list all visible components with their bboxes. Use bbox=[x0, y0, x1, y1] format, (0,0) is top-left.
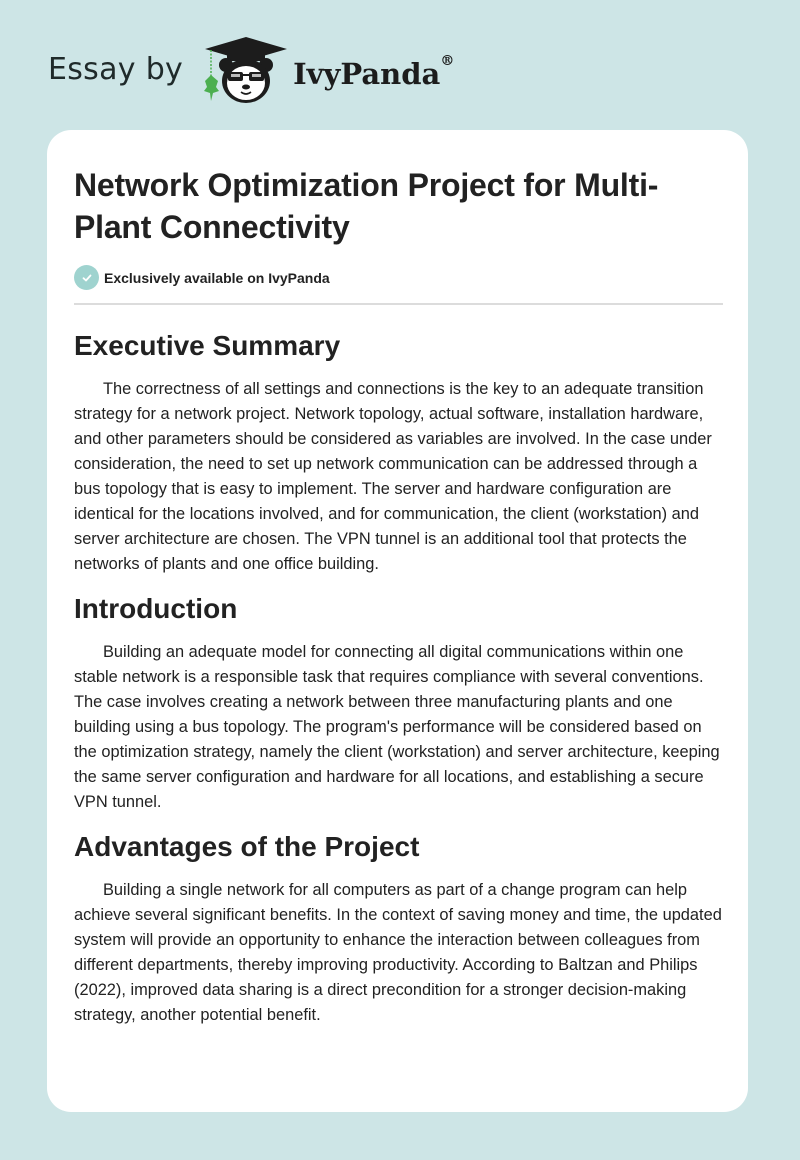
section-heading: Introduction bbox=[74, 593, 238, 624]
section-heading: Executive Summary bbox=[74, 330, 341, 361]
section-paragraph: The correctness of all settings and connections is the key to an adequate transition strategy for a network project. Network topology, actual software, installation hardware, and other parameters should be considered as variables are involved. In the case under consideration, the need to set up network communication can be addressed through a bus topology that is easy to implement. The server and hardware configuration are identical for the locations involved, and for communication, the client (workstation) and server architecture are chosen. The VPN tunnel is an additional tool that protects the networks of plants and one office building. bbox=[74, 380, 712, 573]
section-paragraph: Building a single network for all computers as part of a change program can help achieve several significant benefits. In the context of saving money and time, the updated system will provide an opportunity to enhance the interaction between colleagues from different departments, thereby improving productivity. According to Baltzan and Philips (2022), improved data sharing is a direct precondition for a stronger decision-making strategy, another potential benefit. bbox=[74, 881, 722, 1024]
exclusive-badge-text: Exclusively available on IvyPanda bbox=[104, 269, 330, 286]
section-introduction bbox=[74, 592, 723, 815]
essay-content bbox=[74, 164, 723, 1028]
essay-by-label: Essay by bbox=[48, 51, 184, 87]
brand-name[interactable]: IvyPanda® bbox=[293, 53, 455, 91]
site-header bbox=[48, 36, 454, 106]
check-circle-icon bbox=[74, 265, 99, 290]
section-executive-summary bbox=[74, 329, 723, 577]
exclusive-badge bbox=[74, 265, 723, 290]
title-divider bbox=[74, 303, 723, 305]
essay-card bbox=[47, 130, 748, 1112]
section-heading: Advantages of the Project bbox=[74, 831, 420, 862]
section-paragraph: Building an adequate model for connecting all digital communications within one stable network is a responsible task that requires compliance with several conventions. The case involves creating a network between three manufacturing plants and one building using a bus topology. The program's performance will be considered based on the optimization strategy, namely the client (workstation) and server architecture, keeping the same server configuration and hardware for all locations, and establishing a secure VPN tunnel. bbox=[74, 643, 720, 811]
section-advantages bbox=[74, 830, 723, 1028]
panda-graduation-cap-logo-icon[interactable] bbox=[201, 35, 291, 107]
registered-mark: ® bbox=[440, 53, 455, 69]
page-title: Network Optimization Project for Multi-Plant Connectivity bbox=[74, 167, 659, 245]
